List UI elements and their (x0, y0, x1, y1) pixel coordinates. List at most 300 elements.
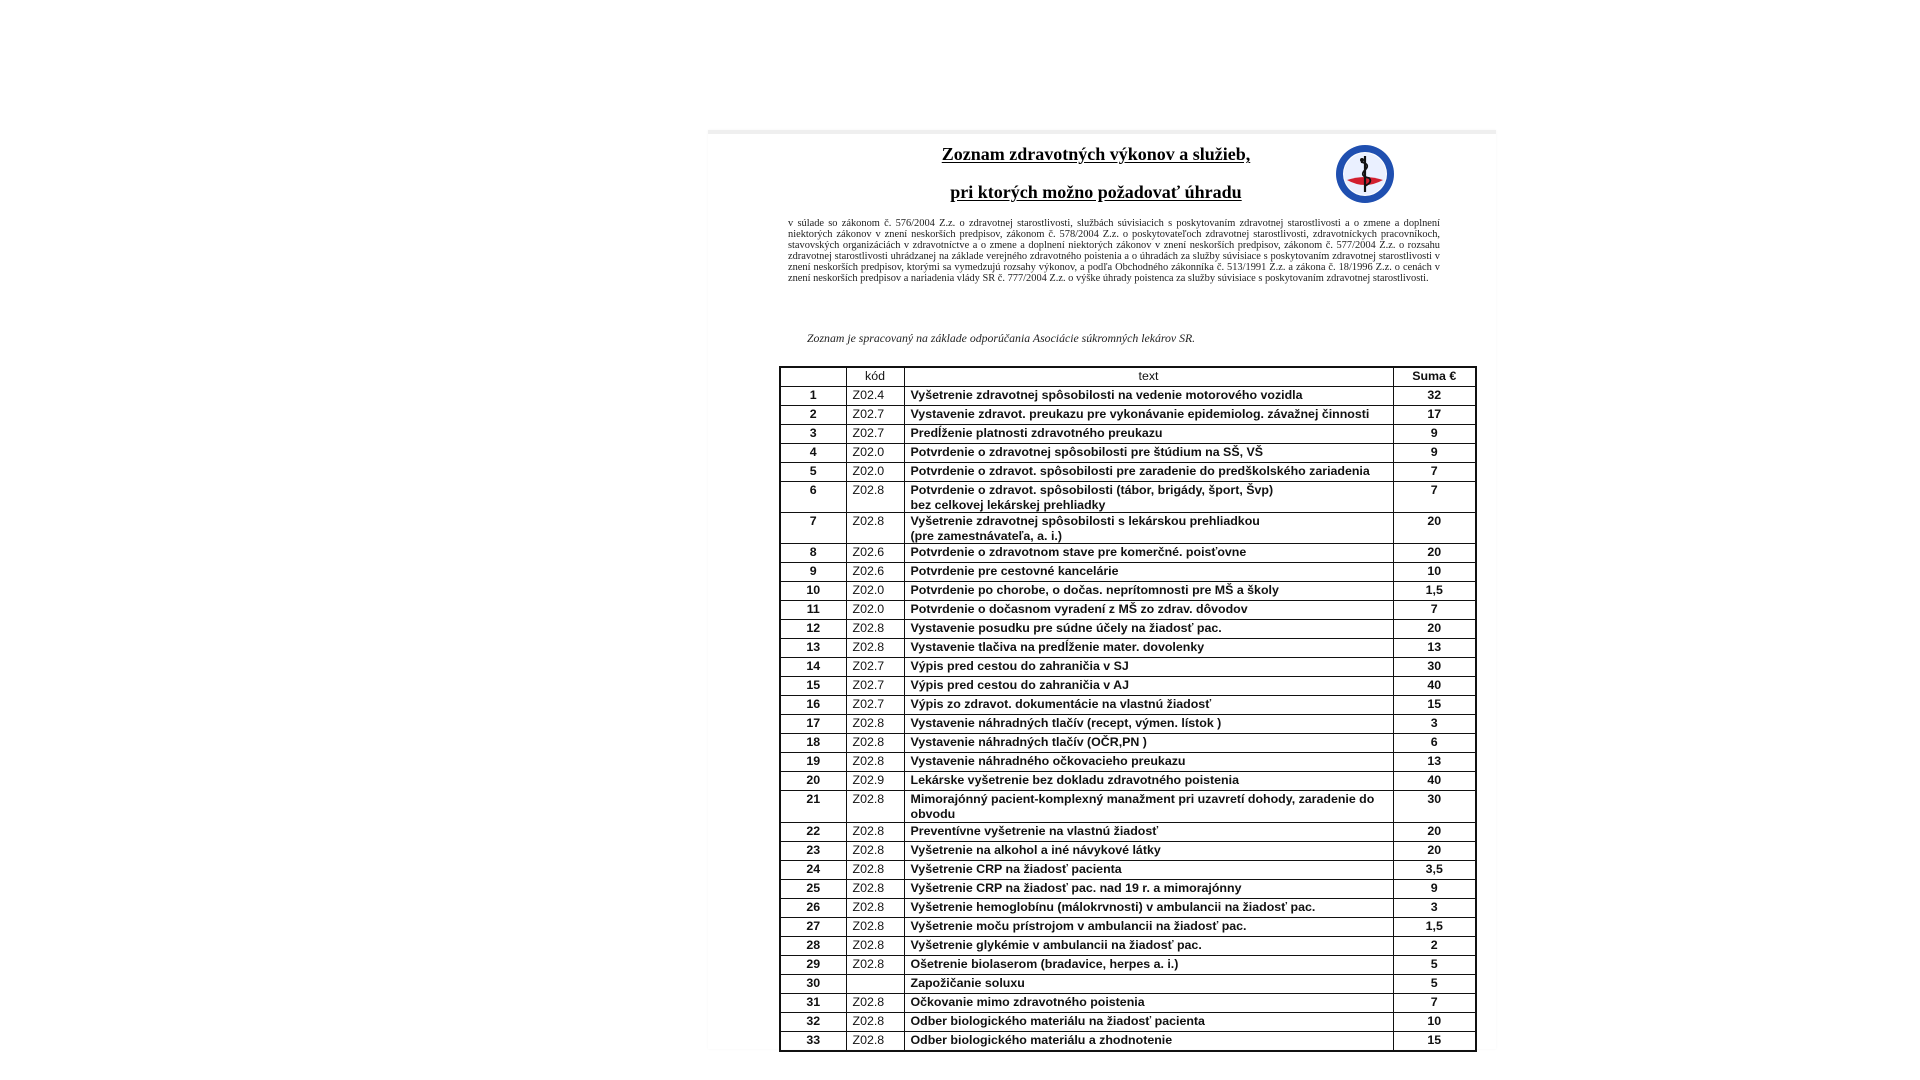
row-text-value: Vyšetrenie glykémie v ambulancii na žiadosť pac. (910, 937, 1202, 952)
table-row (780, 974, 1476, 993)
table-row (780, 822, 1476, 841)
row-text-line-2: (pre zamestnávateľa, a. i.) (910, 528, 1062, 543)
row-number (780, 425, 846, 444)
row-amount-value: 3,5 (1425, 861, 1443, 876)
row-amount (1393, 791, 1476, 822)
row-number (780, 917, 846, 936)
row-code-value: Z02.4 (852, 388, 885, 402)
row-text (904, 639, 1393, 658)
row-text-value: Očkovanie mimo zdravotného poistenia (910, 994, 1145, 1009)
row-amount (1393, 993, 1476, 1012)
row-code-value: Z02.0 (852, 583, 885, 598)
row-code-value: Z02.8 (852, 716, 885, 731)
row-number-value: 24 (806, 861, 821, 876)
row-amount (1393, 387, 1476, 406)
row-number-value: 29 (806, 956, 821, 971)
row-amount (1393, 917, 1476, 936)
row-number-value: 2 (809, 407, 817, 421)
row-code (846, 1031, 904, 1051)
row-number-value: 4 (809, 445, 817, 459)
row-number-value: 9 (809, 564, 817, 579)
row-text-value: Potvrdenie po chorobe, o dočas. neprítomnosti pre MŠ a školy (910, 583, 1279, 598)
row-code (846, 753, 904, 772)
row-text (904, 974, 1393, 993)
row-text-value: Vystavenie posudku pre súdne účely na žiadosť pac. (910, 621, 1222, 636)
table-row (780, 1031, 1476, 1051)
table-row (780, 772, 1476, 791)
row-text-value: Vyšetrenie CRP na žiadosť pacienta (910, 861, 1122, 876)
row-amount-value: 10 (1427, 1013, 1442, 1028)
row-number-value: 6 (809, 483, 817, 497)
row-amount (1393, 582, 1476, 601)
row-code (846, 974, 904, 993)
table-body (780, 387, 1476, 1051)
row-code-value: Z02.8 (852, 956, 885, 971)
row-text (904, 772, 1393, 791)
row-code (846, 917, 904, 936)
row-text-value: Vyšetrenie hemoglobínu (málokrvnosti) v ambulancii na žiadosť pac. (910, 899, 1316, 914)
row-amount-value: 9 (1430, 880, 1438, 895)
row-amount-value: 15 (1427, 697, 1442, 712)
row-amount-value: 30 (1427, 792, 1442, 807)
row-text (904, 544, 1393, 563)
row-number (780, 544, 846, 563)
row-code (846, 601, 904, 620)
row-number (780, 715, 846, 734)
row-number-value: 5 (809, 464, 817, 478)
row-number-value: 18 (806, 735, 821, 750)
row-amount-value: 20 (1427, 842, 1442, 857)
row-number (780, 879, 846, 898)
row-code-value: Z02.6 (852, 545, 885, 560)
row-text-value: Lekárske vyšetrenie bez dokladu zdravotného poistenia (910, 773, 1239, 788)
row-number-value: 25 (806, 880, 821, 895)
row-text-value: Preventívne vyšetrenie na vlastnú žiadosť (910, 823, 1159, 838)
row-amount-value: 17 (1427, 407, 1442, 421)
row-code-value: Z02.7 (852, 407, 885, 421)
row-number (780, 841, 846, 860)
row-code (846, 582, 904, 601)
row-number (780, 639, 846, 658)
row-code-value: Z02.8 (852, 640, 885, 655)
row-text (904, 582, 1393, 601)
row-number-value: 1 (809, 388, 817, 402)
row-number-value: 16 (806, 697, 821, 712)
document-title-line-2: pri ktorých možno požadovať úhradu (950, 182, 1242, 202)
table-row (780, 734, 1476, 753)
row-text-value: Vystavenie náhradných tlačív (OČR,PN ) (910, 735, 1147, 750)
services-table (779, 366, 1477, 1052)
row-code-value: Z02.7 (852, 426, 885, 440)
table-row (780, 879, 1476, 898)
table-row (780, 482, 1476, 513)
row-code-value: Z02.7 (852, 697, 885, 712)
row-code (846, 734, 904, 753)
row-number (780, 677, 846, 696)
row-amount (1393, 753, 1476, 772)
document-page (708, 130, 1496, 1049)
row-amount (1393, 715, 1476, 734)
row-text-value: Vyšetrenie zdravotnej spôsobilosti na vedenie motorového vozidla (910, 388, 1303, 402)
row-amount (1393, 563, 1476, 582)
row-amount-value: 40 (1427, 773, 1442, 788)
row-text-value: Vystavenie zdravot. preukazu pre vykonávanie epidemiolog. závažnej činnosti (910, 407, 1370, 421)
row-number-value: 7 (809, 514, 817, 529)
row-number-value: 21 (806, 792, 821, 807)
row-text (904, 563, 1393, 582)
row-number-value: 8 (809, 545, 817, 560)
table-row (780, 715, 1476, 734)
row-code (846, 677, 904, 696)
row-amount-value: 3 (1430, 716, 1438, 731)
row-text (904, 753, 1393, 772)
row-text-value: Vyšetrenie CRP na žiadosť pac. nad 19 r. a mimorajónny (910, 880, 1242, 895)
row-number (780, 658, 846, 677)
row-amount (1393, 620, 1476, 639)
row-code (846, 620, 904, 639)
row-code-value: Z02.0 (852, 464, 885, 478)
row-amount-value: 9 (1430, 426, 1438, 440)
row-number-value: 12 (806, 621, 821, 636)
row-number (780, 387, 846, 406)
row-text (904, 463, 1393, 482)
row-number-value: 11 (806, 602, 820, 617)
row-number (780, 993, 846, 1012)
row-number (780, 791, 846, 822)
row-code (846, 898, 904, 917)
row-amount-value: 20 (1427, 545, 1442, 560)
row-text (904, 425, 1393, 444)
row-code (846, 406, 904, 425)
row-amount-value: 10 (1427, 564, 1442, 579)
row-code (846, 425, 904, 444)
row-amount-value: 32 (1427, 388, 1442, 402)
row-text-value: Predĺženie platnosti zdravotného preukazu (910, 426, 1163, 440)
row-number-value: 31 (806, 994, 821, 1009)
row-code-value: Z02.8 (852, 937, 885, 952)
table-row (780, 620, 1476, 639)
table-row (780, 936, 1476, 955)
row-code-value: Z02.8 (852, 880, 885, 895)
table-row (780, 582, 1476, 601)
table-row (780, 425, 1476, 444)
row-amount-value: 7 (1430, 464, 1438, 478)
row-text (904, 993, 1393, 1012)
row-amount-value: 1,5 (1425, 583, 1443, 598)
row-amount (1393, 898, 1476, 917)
row-amount-value: 2 (1430, 937, 1438, 952)
row-code (846, 936, 904, 955)
row-text-value: Potvrdenie o zdravotnom stave pre komerčné. poisťovne (910, 545, 1247, 560)
row-text (904, 444, 1393, 463)
row-number (780, 463, 846, 482)
row-amount (1393, 1031, 1476, 1051)
row-number (780, 860, 846, 879)
row-number (780, 753, 846, 772)
row-code-value: Z02.8 (852, 1032, 885, 1047)
row-amount-value: 3 (1430, 899, 1438, 914)
medical-association-logo-icon (1335, 144, 1395, 204)
header-amount: Suma € (1393, 367, 1476, 387)
row-code (846, 955, 904, 974)
row-number (780, 1031, 846, 1051)
row-amount (1393, 974, 1476, 993)
row-text (904, 734, 1393, 753)
row-number-value: 23 (806, 842, 821, 857)
row-amount (1393, 425, 1476, 444)
row-amount (1393, 513, 1476, 544)
row-amount (1393, 482, 1476, 513)
row-text-value: Mimorajónný pacient-komplexný manažment pri uzavretí dohody, zaradenie do obvodu (910, 792, 1375, 821)
table-row (780, 860, 1476, 879)
row-amount-value: 7 (1430, 483, 1438, 497)
row-code-value: Z02.8 (852, 842, 885, 857)
row-text (904, 715, 1393, 734)
row-code (846, 463, 904, 482)
row-code-value: Z02.7 (852, 659, 885, 674)
table-row (780, 563, 1476, 582)
row-code-value: Z02.8 (852, 861, 885, 876)
row-code-value: Z02.8 (852, 823, 885, 838)
row-number (780, 620, 846, 639)
row-code (846, 544, 904, 563)
row-code-value: Z02.9 (852, 773, 885, 788)
row-number (780, 482, 846, 513)
row-amount-value: 15 (1427, 1032, 1442, 1047)
table-row (780, 753, 1476, 772)
header-number (780, 367, 846, 387)
row-text-value: Ošetrenie biolaserom (bradavice, herpes a. i.) (910, 956, 1179, 971)
row-code (846, 482, 904, 513)
row-text-value: Výpis pred cestou do zahraničia v AJ (910, 678, 1130, 693)
row-text-value: Potvrdenie o zdravot. spôsobilosti pre zaradenie do predškolského zariadenia (910, 464, 1370, 478)
row-text (904, 936, 1393, 955)
row-amount (1393, 639, 1476, 658)
row-code (846, 563, 904, 582)
row-text (904, 482, 1393, 513)
row-code-value: Z02.8 (852, 483, 885, 497)
row-text-value: Vyšetrenie zdravotnej spôsobilosti s lekárskou prehliadkou (910, 514, 1260, 529)
row-amount (1393, 879, 1476, 898)
row-code (846, 715, 904, 734)
row-amount (1393, 1012, 1476, 1031)
row-code-value: Z02.8 (852, 918, 885, 933)
row-number-value: 14 (806, 659, 821, 674)
table-row (780, 406, 1476, 425)
intro-paragraph: v súlade so zákonom č. 576/2004 Z.z. o zdravotnej starostlivosti, službách súvisiacich s poskytovaním zdravotnej starostlivosti a o zmene a doplnení niektorých zákonov v znení neskorších predpisov, zákonom č. 578/2004 Z.z. o poskytovateľoch zdravotnej starostlivosti, zdravotníckych pracovníkoch, stavovských organizáciách v zdravotníctve a o zmene a doplnení niektorých zákonov v znení neskorších predpisov, zákonom č. 577/2004 Z.z. o rozsahu zdravotnej starostlivosti uhrádzanej na základe verejného zdravotného poistenia a o úhradách za služby súvisiace s poskytovaním zdravotnej starostlivosti v znení neskorších predpisov, ktorými sa vymedzujú rozsahy výkonov, a podľa Obchodného zákonníka č. 513/1991 Z.z. a zákona č. 18/1996 Z.z. o cenách v znení neskorších predpisov a nariadenia vlády SR č. 777/2004 Z.z. o výške úhrady poistenca za služby súvisiace s poskytovaním zdravotnej starostlivosti. (788, 218, 1440, 284)
row-amount (1393, 936, 1476, 955)
row-amount (1393, 677, 1476, 696)
row-number-value: 32 (806, 1013, 821, 1028)
row-code (846, 822, 904, 841)
row-amount (1393, 860, 1476, 879)
row-code (846, 993, 904, 1012)
row-text-value: Vyšetrenie na alkohol a iné návykové látky (910, 842, 1161, 857)
row-code (846, 879, 904, 898)
table-row (780, 955, 1476, 974)
row-amount (1393, 841, 1476, 860)
row-text (904, 658, 1393, 677)
table-row (780, 841, 1476, 860)
row-text-value: Potvrdenie o zdravotnej spôsobilosti pre štúdium na SŠ, VŠ (910, 445, 1264, 459)
row-text-value: Vystavenie náhradného očkovacieho preukazu (910, 754, 1186, 769)
row-text-value: Zapožičanie soluxu (910, 975, 1025, 990)
row-number (780, 898, 846, 917)
row-amount-value: 40 (1427, 678, 1442, 693)
row-text (904, 879, 1393, 898)
row-code-value: Z02.0 (852, 602, 885, 617)
row-code-value: Z02.8 (852, 899, 885, 914)
row-amount (1393, 772, 1476, 791)
row-number (780, 974, 846, 993)
row-text-value: Výpis zo zdravot. dokumentácie na vlastnú žiadosť (910, 697, 1212, 712)
row-text (904, 1012, 1393, 1031)
row-amount (1393, 444, 1476, 463)
row-text-value: Potvrdenie o zdravot. spôsobilosti (tábor, brigády, šport, Švp) (910, 483, 1274, 497)
row-amount (1393, 544, 1476, 563)
row-amount (1393, 601, 1476, 620)
document-title-line-1: Zoznam zdravotných výkonov a služieb, (941, 144, 1251, 164)
row-text-value: Potvrdenie pre cestovné kancelárie (910, 564, 1119, 579)
row-number-value: 30 (806, 975, 821, 990)
row-amount-value: 1,5 (1425, 918, 1443, 933)
row-amount-value: 7 (1430, 602, 1438, 617)
table-row (780, 677, 1476, 696)
table-row (780, 898, 1476, 917)
row-code (846, 387, 904, 406)
row-number-value: 15 (806, 678, 821, 693)
row-amount (1393, 696, 1476, 715)
row-number-value: 28 (806, 937, 821, 952)
table-row (780, 601, 1476, 620)
table-row (780, 387, 1476, 406)
row-amount-value: 5 (1430, 975, 1438, 990)
row-text (904, 406, 1393, 425)
row-amount (1393, 955, 1476, 974)
table-header-row (780, 367, 1476, 387)
table-row (780, 1012, 1476, 1031)
row-number-value: 26 (806, 899, 821, 914)
row-code (846, 860, 904, 879)
row-amount-value: 5 (1430, 956, 1438, 971)
row-code-value: Z02.8 (852, 621, 885, 636)
row-code-value: Z02.6 (852, 564, 885, 579)
header-code: kód (846, 367, 904, 387)
table-row (780, 658, 1476, 677)
row-amount-value: 13 (1427, 640, 1442, 655)
table-row (780, 791, 1476, 822)
table-row (780, 513, 1476, 544)
table-row (780, 639, 1476, 658)
row-number (780, 563, 846, 582)
row-text (904, 387, 1393, 406)
row-text (904, 620, 1393, 639)
row-number-value: 10 (806, 583, 821, 598)
row-number (780, 822, 846, 841)
row-number-value: 27 (806, 918, 821, 933)
row-code-value: Z02.0 (852, 445, 885, 459)
row-text (904, 955, 1393, 974)
row-code (846, 841, 904, 860)
row-number (780, 696, 846, 715)
row-text-line-2: bez celkovej lekárskej prehliadky (910, 497, 1106, 512)
row-amount-value: 9 (1430, 445, 1438, 459)
row-amount (1393, 463, 1476, 482)
row-code-value: Z02.8 (852, 994, 885, 1009)
row-amount-value: 20 (1427, 621, 1442, 636)
row-number-value: 33 (806, 1032, 821, 1047)
row-amount (1393, 734, 1476, 753)
row-code-value: Z02.8 (852, 735, 885, 750)
row-number (780, 1012, 846, 1031)
row-code-value: Z02.8 (852, 792, 885, 807)
row-number (780, 444, 846, 463)
row-text (904, 1031, 1393, 1051)
row-number (780, 513, 846, 544)
row-text (904, 841, 1393, 860)
row-number-value: 13 (806, 640, 821, 655)
table-row (780, 917, 1476, 936)
row-text (904, 898, 1393, 917)
row-code (846, 658, 904, 677)
row-number (780, 601, 846, 620)
row-number-value: 17 (806, 716, 821, 731)
row-number-value: 19 (806, 754, 821, 769)
table-row (780, 544, 1476, 563)
row-amount-value: 13 (1427, 754, 1442, 769)
row-number (780, 936, 846, 955)
row-code (846, 772, 904, 791)
row-text-value: Vystavenie tlačiva na predĺženie mater. dovolenky (910, 640, 1205, 655)
row-text (904, 822, 1393, 841)
row-number-value: 22 (806, 823, 821, 838)
row-code (846, 639, 904, 658)
row-text (904, 513, 1393, 544)
row-number (780, 734, 846, 753)
row-text-value: Vystavenie náhradných tlačív (recept, výmen. lístok ) (910, 716, 1222, 731)
row-code-value: Z02.8 (852, 514, 885, 529)
row-number-value: 3 (809, 426, 817, 440)
row-text-value: Vyšetrenie moču prístrojom v ambulancii na žiadosť pac. (910, 918, 1247, 933)
row-amount (1393, 406, 1476, 425)
row-amount (1393, 822, 1476, 841)
intro-note: Zoznam je spracovaný na základe odporúčania Asociácie súkromných lekárov SR. (807, 331, 1196, 345)
row-code (846, 696, 904, 715)
row-text (904, 917, 1393, 936)
row-text (904, 696, 1393, 715)
row-amount-value: 20 (1427, 514, 1442, 529)
row-text (904, 677, 1393, 696)
row-number (780, 406, 846, 425)
row-text (904, 860, 1393, 879)
row-code (846, 791, 904, 822)
row-text-value: Odber biologického materiálu a zhodnotenie (910, 1032, 1173, 1047)
table-row (780, 993, 1476, 1012)
row-number-value: 20 (806, 773, 821, 788)
row-amount-value: 30 (1427, 659, 1442, 674)
header-text: text (904, 367, 1393, 387)
row-number (780, 582, 846, 601)
row-code (846, 444, 904, 463)
row-number (780, 955, 846, 974)
row-text (904, 791, 1393, 822)
row-code (846, 1012, 904, 1031)
row-code-value: Z02.7 (852, 678, 885, 693)
row-amount-value: 7 (1430, 994, 1438, 1009)
row-amount-value: 20 (1427, 823, 1442, 838)
row-text-value: Potvrdenie o dočasnom vyradení z MŠ zo zdrav. dôvodov (910, 602, 1248, 617)
table-row (780, 444, 1476, 463)
